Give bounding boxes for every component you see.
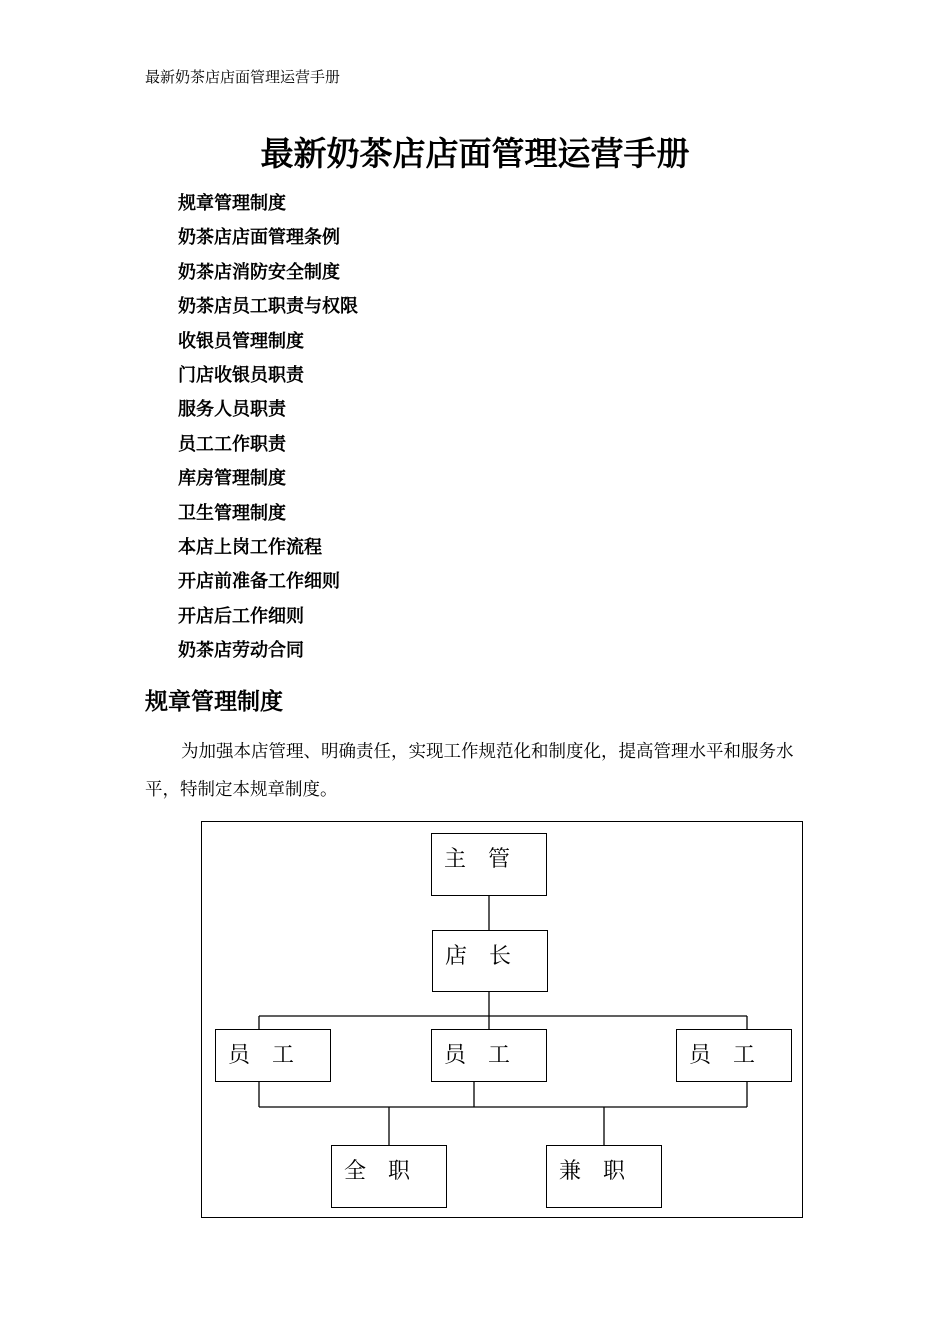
table-of-contents (178, 191, 358, 672)
toc-item[interactable]: 规章管理制度 (178, 193, 286, 214)
intro-paragraph: 为加强本店管理、明确责任，实现工作规范化和制度化，提高管理水平和服务水平，特制定本规章制度。 (145, 742, 794, 800)
toc-item[interactable]: 奶茶店消防安全制度 (178, 261, 340, 283)
toc-item[interactable]: 卫生管理制度 (178, 502, 286, 524)
section-heading: 规章管理制度 (145, 689, 283, 715)
toc-item[interactable]: 收银员管理制度 (178, 330, 304, 352)
page-header: 最新奶茶店店面管理运营手册 (145, 68, 341, 86)
node-store-manager: 店 长 (432, 930, 548, 992)
toc-item[interactable]: 开店前准备工作细则 (178, 571, 340, 593)
node-staff-center: 员 工 (431, 1029, 547, 1082)
toc-item[interactable]: 奶茶店员工职责与权限 (178, 296, 358, 318)
node-full-time: 全 职 (331, 1145, 447, 1208)
node-part-time: 兼 职 (546, 1145, 662, 1208)
node-staff-right: 员 工 (676, 1029, 792, 1082)
toc-item[interactable]: 服务人员职责 (178, 399, 286, 421)
toc-item[interactable]: 开店后工作细则 (178, 605, 304, 627)
org-chart (201, 821, 803, 1218)
toc-item[interactable]: 库房管理制度 (178, 468, 286, 490)
toc-item[interactable]: 奶茶店店面管理条例 (178, 227, 340, 249)
toc-item[interactable]: 奶茶店劳动合同 (178, 640, 304, 662)
node-supervisor: 主 管 (431, 833, 547, 896)
node-staff-left: 员 工 (215, 1029, 331, 1082)
toc-item[interactable]: 本店上岗工作流程 (178, 536, 322, 558)
toc-item[interactable]: 员工工作职责 (178, 433, 286, 455)
document-title: 最新奶茶店店面管理运营手册 (260, 134, 690, 173)
toc-item[interactable]: 门店收银员职责 (178, 364, 304, 386)
